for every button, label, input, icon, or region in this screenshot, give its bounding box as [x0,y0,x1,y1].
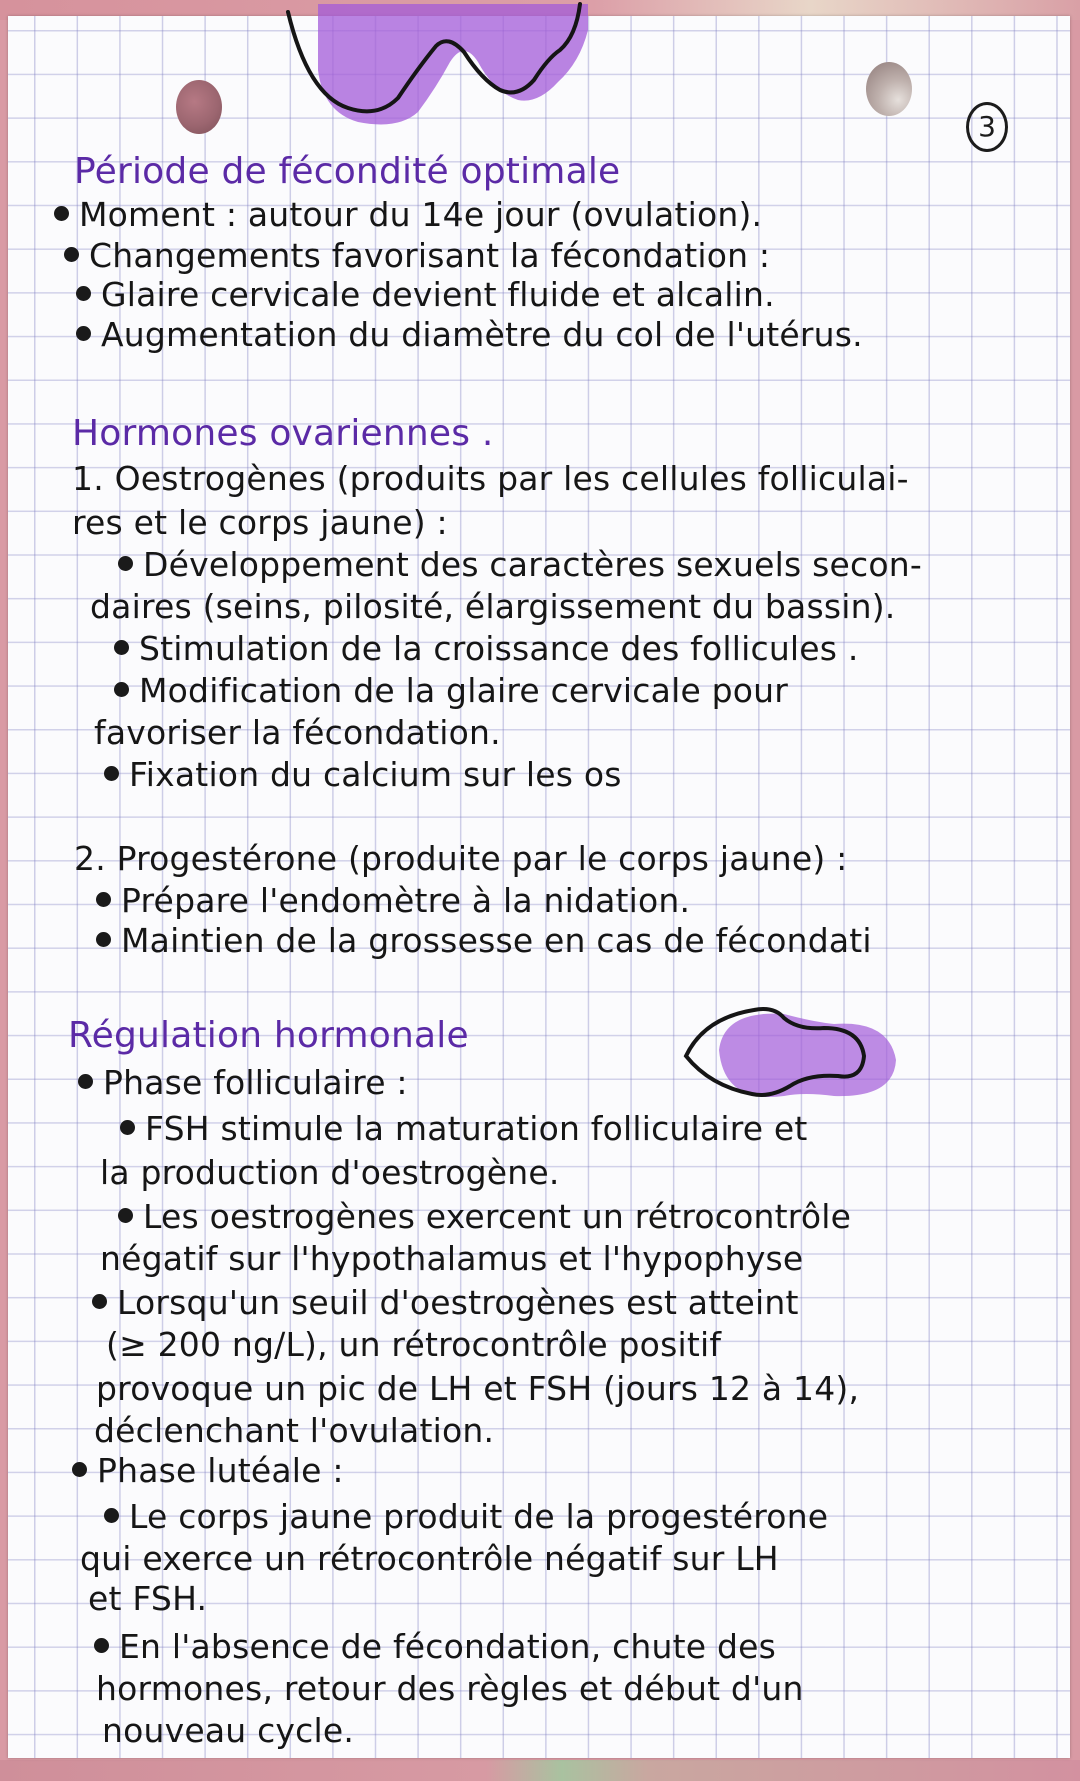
note-line: Moment : autour du 14e jour (ovulation). [54,198,762,231]
note-line: Le corps jaune produit de la progestérone [104,1500,828,1533]
bullet-icon [114,640,129,655]
oestrogenes-heading-line1: 1. Oestrogènes (produits par les cellules folliculai- [72,459,909,498]
note-line-continuation: déclenchant l'ovulation. [94,1411,495,1450]
bullet-icon [114,682,129,697]
note-line: En l'absence de fécondation, chute des [94,1630,776,1663]
note-line: Augmentation du diamètre du col de l'utérus. [76,318,863,351]
note-line: Stimulation de la croissance des follicules . [114,632,859,665]
note-line-continuation: la production d'oestrogène. [100,1153,560,1192]
wave-doodle-icon [268,0,608,140]
bullet-icon [94,1638,109,1653]
section-title-fecondite: Période de fécondité optimale [74,151,621,192]
punch-hole-left [176,80,222,134]
note-line-continuation: et FSH. [88,1579,208,1618]
note-line-continuation: négatif sur l'hypothalamus et l'hypophyse [100,1239,804,1278]
bullet-icon [118,556,133,571]
bullet-icon [76,286,91,301]
bullet-icon [92,1294,107,1309]
bullet-icon [104,1508,119,1523]
note-line: Glaire cervicale devient fluide et alcalin. [76,278,775,311]
bullet-icon [64,247,79,262]
note-line: Maintien de la grossesse en cas de fécondati [96,924,872,957]
blob-doodle-icon [674,1000,904,1110]
bullet-icon [104,766,119,781]
bullet-icon [118,1208,133,1223]
note-line-continuation: hormones, retour des règles et début d'un [96,1669,804,1708]
note-line: Changements favorisant la fécondation : [64,239,770,272]
section-title-regulation: Régulation hormonale [68,1015,469,1056]
bullet-icon [76,326,91,341]
bullet-icon [78,1074,93,1089]
oestrogenes-heading-line2: res et le corps jaune) : [72,503,448,542]
note-line: FSH stimule la maturation folliculaire et [120,1112,808,1145]
note-line: Prépare l'endomètre à la nidation. [96,884,690,917]
note-line-continuation: provoque un pic de LH et FSH (jours 12 à 14), [96,1369,860,1408]
bullet-icon [96,932,111,947]
note-line-continuation: (≥ 200 ng/L), un rétrocontrôle positif [106,1325,722,1364]
section-title-hormones: Hormones ovariennes . [72,413,494,454]
punch-hole-right [866,62,912,116]
page-number-badge: 3 [966,102,1008,152]
note-line: Fixation du calcium sur les os [104,758,622,791]
bullet-icon [72,1462,87,1477]
bullet-icon [96,892,111,907]
phase-heading: Phase folliculaire : [78,1066,408,1099]
bullet-icon [54,206,69,221]
phase-heading: Phase lutéale : [72,1454,344,1487]
note-line: Modification de la glaire cervicale pour [114,674,788,707]
note-line-continuation: nouveau cycle. [102,1711,355,1750]
note-line-continuation: favoriser la fécondation. [94,713,501,752]
note-line: Les oestrogènes exercent un rétrocontrôle [118,1200,851,1233]
notebook-page [8,16,1070,1758]
note-line: Lorsqu'un seuil d'oestrogènes est atteint [92,1286,799,1319]
background-surface-bottom [0,1760,1080,1781]
note-line-continuation: daires (seins, pilosité, élargissement du bassin). [90,587,896,626]
note-line-continuation: qui exerce un rétrocontrôle négatif sur LH [80,1539,779,1578]
bullet-icon [120,1120,135,1135]
note-line: Développement des caractères sexuels secon- [118,548,922,581]
progesterone-heading: 2. Progestérone (produite par le corps jaune) : [74,839,848,878]
